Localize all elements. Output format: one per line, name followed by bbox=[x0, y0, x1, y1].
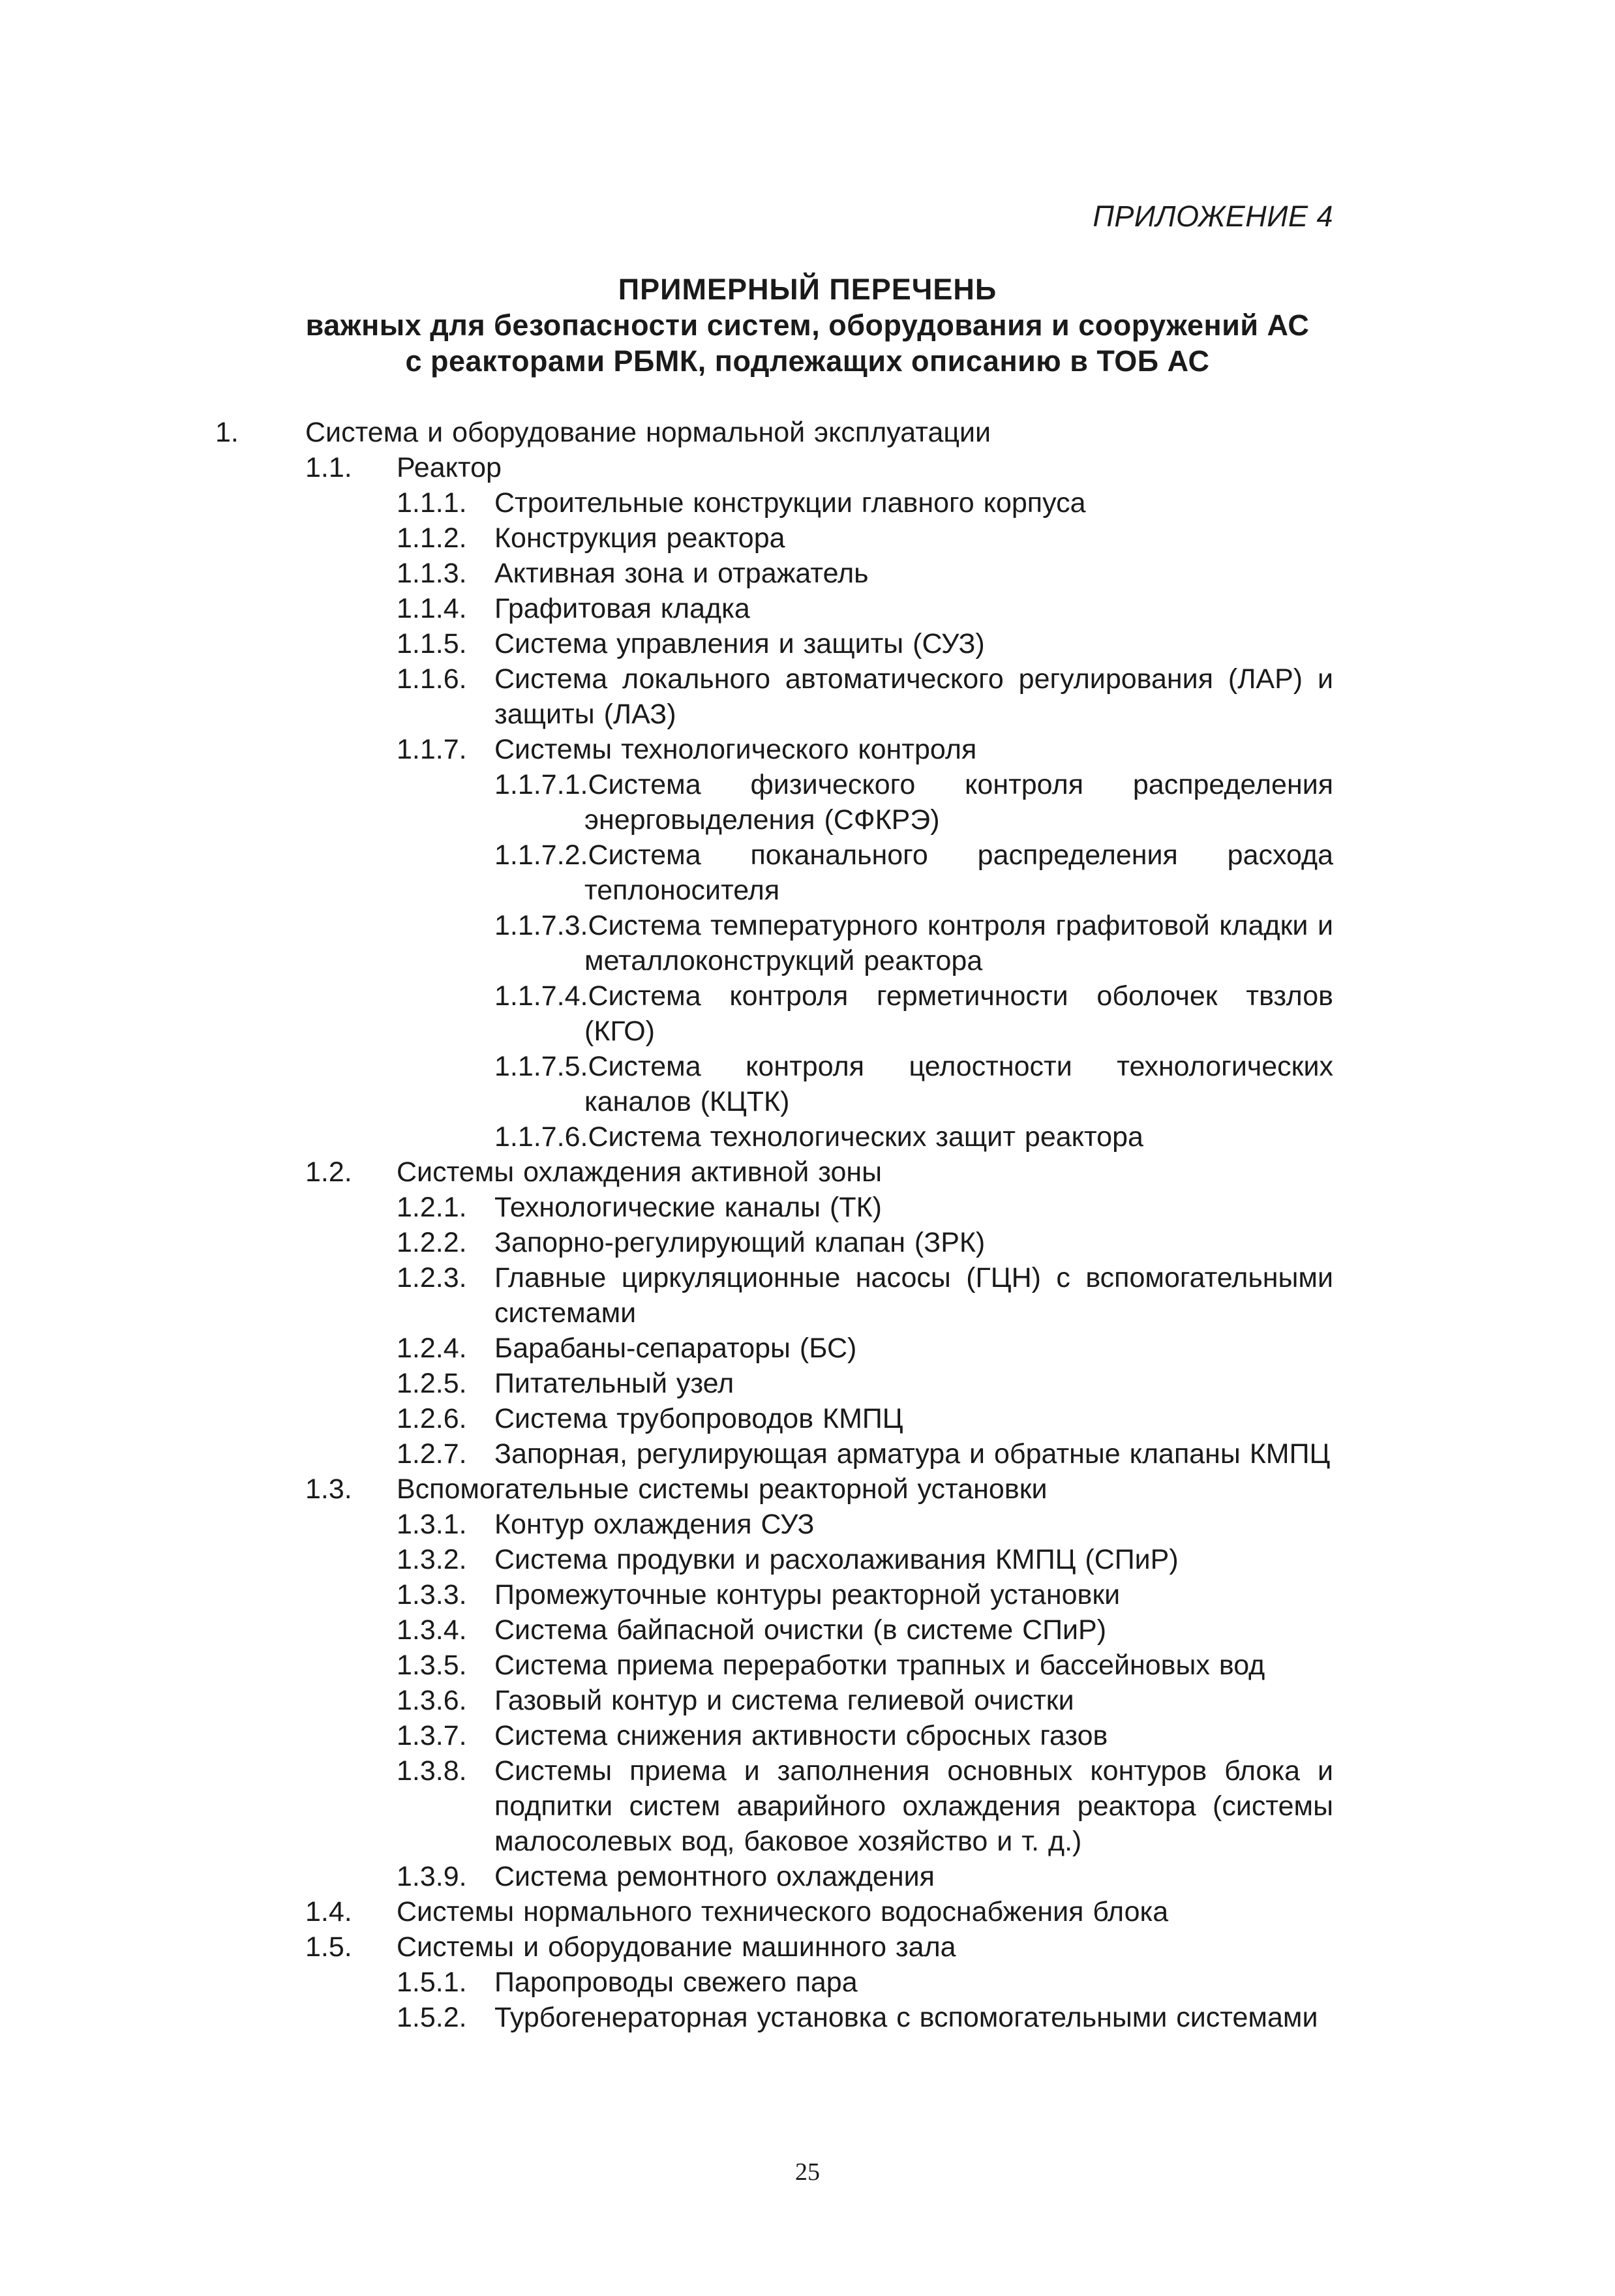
list-item bbox=[0, 1331, 1615, 1366]
list-item-label: Системы и оборудование машинного зала bbox=[397, 1931, 956, 1963]
list-item bbox=[0, 1683, 1615, 1718]
list-item bbox=[0, 1472, 1615, 1507]
page-number: 25 bbox=[795, 2158, 820, 2186]
list-item-number: 1.1.7.4. bbox=[494, 980, 588, 1012]
list-item-label: Система контроля герметичности оболочек твзлов (КГО) bbox=[584, 980, 1333, 1047]
list-item-label: Конструкция реактора bbox=[494, 522, 785, 554]
list-item-label: Питательный узел bbox=[494, 1368, 734, 1399]
list-item-number: 1.1.1. bbox=[397, 487, 467, 519]
list-item bbox=[0, 415, 1615, 450]
list-item-number: 1.1.3. bbox=[397, 558, 467, 589]
list-item bbox=[0, 661, 1615, 732]
list-item-text bbox=[494, 908, 1333, 978]
list-item-label: Системы охлаждения активной зоны bbox=[397, 1156, 883, 1188]
list-item bbox=[0, 1542, 1615, 1577]
list-item-label: Система продувки и расхолаживания КМПЦ (СПиР) bbox=[494, 1544, 1179, 1575]
list-item-number: 1.5.2. bbox=[397, 2002, 467, 2033]
list-item-label: Система контроля целостности технологических каналов (КЦТК) bbox=[584, 1051, 1333, 1117]
list-item bbox=[0, 2000, 1615, 2035]
list-item-label: Система технологических защит реактора bbox=[588, 1121, 1143, 1153]
list-item bbox=[0, 1965, 1615, 2000]
list-item-label: Барабаны-сепараторы (БС) bbox=[494, 1333, 857, 1364]
list-item-label: Система байпасной очистки (в системе СПиР) bbox=[494, 1614, 1107, 1646]
document-subtitle-line-2: с реакторами РБМК, подлежащих описанию в ТОБ АС bbox=[405, 344, 1210, 378]
list-item bbox=[0, 978, 1615, 1049]
list-item-label: Система и оборудование нормальной эксплуатации bbox=[305, 417, 991, 448]
list-item-label: Вспомогательные системы реакторной установки bbox=[397, 1473, 1048, 1505]
list-item-label: Система физического контроля распределения энерговыделения (СФКРЭ) bbox=[584, 769, 1333, 836]
list-item bbox=[0, 626, 1615, 661]
list-item-label: Активная зона и отражатель bbox=[494, 558, 869, 589]
list-item bbox=[0, 732, 1615, 767]
list-item-number: 1.2.3. bbox=[397, 1262, 467, 1293]
list-item-number: 1.3.1. bbox=[397, 1509, 467, 1540]
list-item bbox=[0, 1366, 1615, 1401]
list-item bbox=[0, 1119, 1615, 1155]
list-item-label: Система приема переработки трапных и бассейновых вод bbox=[494, 1650, 1265, 1681]
list-item bbox=[0, 1577, 1615, 1612]
list-item bbox=[0, 1401, 1615, 1436]
equipment-list bbox=[0, 415, 1615, 2035]
list-item-number: 1.3. bbox=[305, 1473, 352, 1505]
list-item-label: Система поканального распределения расхода теплоносителя bbox=[584, 839, 1333, 906]
list-item bbox=[0, 556, 1615, 591]
list-item-text bbox=[494, 767, 1333, 838]
list-item bbox=[0, 1648, 1615, 1683]
list-item bbox=[0, 1507, 1615, 1542]
list-item-number: 1.1.7.3. bbox=[494, 910, 588, 941]
list-item bbox=[0, 1929, 1615, 1965]
list-item-number: 1.1. bbox=[305, 452, 352, 483]
list-item-number: 1.5. bbox=[305, 1931, 352, 1963]
list-item-number: 1.3.2. bbox=[397, 1544, 467, 1575]
list-item-number: 1.1.7.5. bbox=[494, 1051, 588, 1082]
list-item bbox=[0, 1894, 1615, 1929]
list-item-number: 1.2.4. bbox=[397, 1333, 467, 1364]
list-item-number: 1.3.9. bbox=[397, 1861, 467, 1892]
list-item-number: 1.2.1. bbox=[397, 1192, 467, 1223]
list-item-number: 1.3.3. bbox=[397, 1579, 467, 1610]
list-item-number: 1.4. bbox=[305, 1896, 352, 1927]
list-item-number: 1.2.7. bbox=[397, 1438, 467, 1470]
list-item-label: Реактор bbox=[397, 452, 502, 483]
list-item-text bbox=[494, 838, 1333, 908]
list-item bbox=[0, 908, 1615, 978]
list-item-label: Запорная, регулирующая арматура и обратные клапаны КМПЦ bbox=[494, 1438, 1331, 1470]
list-item-label: Контур охлаждения СУЗ bbox=[494, 1509, 815, 1540]
list-item bbox=[0, 450, 1615, 485]
document-subtitle-line-1: важных для безопасности систем, оборудования и сооружений АС bbox=[305, 309, 1310, 342]
list-item-label: Система трубопроводов КМПЦ bbox=[494, 1403, 903, 1434]
list-item-label: Системы нормального технического водоснабжения блока bbox=[397, 1896, 1169, 1927]
list-item bbox=[0, 838, 1615, 908]
list-item-label: Турбогенераторная установка с вспомогательными системами bbox=[494, 2002, 1318, 2033]
list-item-label: Система ремонтного охлаждения bbox=[494, 1861, 935, 1892]
list-item-number: 1.1.7.6. bbox=[494, 1121, 588, 1153]
list-item bbox=[0, 1612, 1615, 1648]
list-item bbox=[0, 1753, 1615, 1859]
document-title: ПРИМЕРНЫЙ ПЕРЕЧЕНЬ bbox=[618, 273, 997, 306]
list-item-number: 1.1.5. bbox=[397, 628, 467, 659]
list-item-number: 1.3.4. bbox=[397, 1614, 467, 1646]
list-item bbox=[0, 767, 1615, 838]
list-item-number: 1.3.6. bbox=[397, 1685, 467, 1716]
list-item bbox=[0, 521, 1615, 556]
list-item-label: Паропроводы свежего пара bbox=[494, 1967, 858, 1998]
list-item-label: Строительные конструкции главного корпуса bbox=[494, 487, 1086, 519]
list-item-number: 1.2.5. bbox=[397, 1368, 467, 1399]
list-item-label: Промежуточные контуры реакторной установки bbox=[494, 1579, 1121, 1610]
list-item-label: Главные циркуляционные насосы (ГЦН) с вспомогательными системами bbox=[494, 1262, 1333, 1329]
list-item bbox=[0, 591, 1615, 626]
list-item-number: 1.2.6. bbox=[397, 1403, 467, 1434]
list-item bbox=[0, 485, 1615, 521]
list-item-number: 1.3.7. bbox=[397, 1720, 467, 1751]
list-item-number: 1.2. bbox=[305, 1156, 352, 1188]
list-item-number: 1.3.8. bbox=[397, 1755, 467, 1787]
list-item bbox=[0, 1859, 1615, 1894]
list-item-label: Система управления и защиты (СУЗ) bbox=[494, 628, 985, 659]
list-item-text bbox=[494, 978, 1333, 1049]
list-item-number: 1.1.7.2. bbox=[494, 839, 588, 871]
list-item-label: Системы технологического контроля bbox=[494, 734, 977, 765]
list-item bbox=[0, 1190, 1615, 1225]
list-item-number: 1.1.2. bbox=[397, 522, 467, 554]
list-item-label: Система локального автоматического регулирования (ЛАР) и защиты (ЛАЗ) bbox=[494, 663, 1333, 730]
list-item-number: 1.3.5. bbox=[397, 1650, 467, 1681]
list-item bbox=[0, 1436, 1615, 1472]
list-item-number: 1.1.4. bbox=[397, 593, 467, 624]
list-item bbox=[0, 1155, 1615, 1190]
list-item bbox=[0, 1260, 1615, 1331]
list-item-number: 1.1.7. bbox=[397, 734, 467, 765]
list-item-label: Система снижения активности сбросных газов bbox=[494, 1720, 1108, 1751]
list-item-number: 1. bbox=[215, 417, 239, 448]
list-item bbox=[0, 1049, 1615, 1119]
list-item-label: Запорно-регулирующий клапан (ЗРК) bbox=[494, 1227, 986, 1258]
list-item-text bbox=[494, 1119, 1333, 1155]
list-item-label: Система температурного контроля графитовой кладки и металлоконструкций реактора bbox=[584, 910, 1333, 976]
list-item-text bbox=[494, 1049, 1333, 1119]
list-item bbox=[0, 1225, 1615, 1260]
list-item-number: 1.1.6. bbox=[397, 663, 467, 695]
appendix-label: ПРИЛОЖЕНИЕ 4 bbox=[1093, 200, 1333, 233]
list-item-label: Графитовая кладка bbox=[494, 593, 750, 624]
list-item-number: 1.5.1. bbox=[397, 1967, 467, 1998]
list-item-label: Технологические каналы (ТК) bbox=[494, 1192, 882, 1223]
list-item-label: Газовый контур и система гелиевой очистки bbox=[494, 1685, 1074, 1716]
list-item bbox=[0, 1718, 1615, 1753]
list-item-label: Системы приема и заполнения основных контуров блока и подпитки систем аварийного охлаждения реактора (системы малосолевых вод, баковое хозяйство и т. д.) bbox=[494, 1755, 1333, 1857]
list-item-number: 1.1.7.1. bbox=[494, 769, 588, 800]
list-item-number: 1.2.2. bbox=[397, 1227, 467, 1258]
